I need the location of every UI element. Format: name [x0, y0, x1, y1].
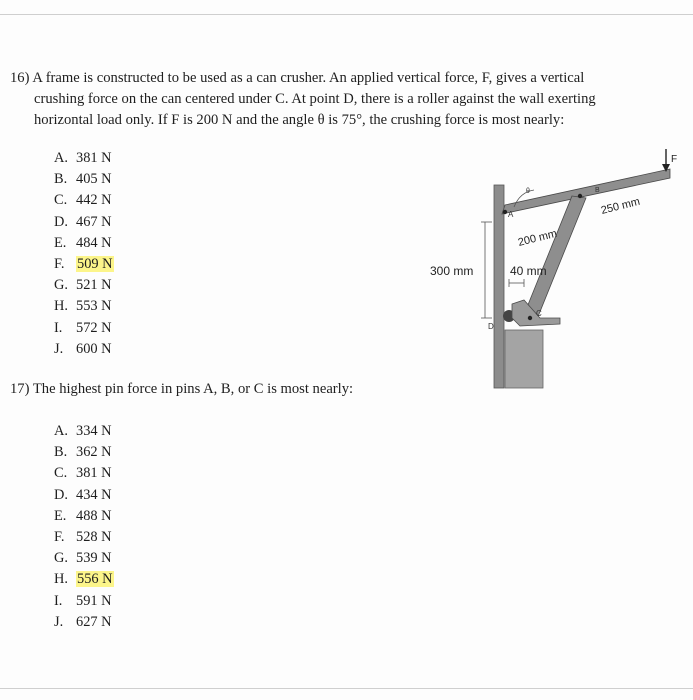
- q16-option-a[interactable]: A. 381 N: [54, 150, 112, 166]
- q16-line1: A frame is constructed to be used as a can crusher. An applied vertical force, F, gives a vertical: [32, 70, 585, 86]
- q17-option-h[interactable]: H. 556 N: [54, 571, 113, 588]
- dim-40-label: 40 mm: [510, 264, 547, 278]
- label-a: A: [508, 210, 514, 219]
- member-bc: [521, 196, 586, 324]
- q16-option-c[interactable]: C. 442 N: [54, 192, 112, 209]
- q17-option-g[interactable]: G. 539 N: [54, 550, 112, 567]
- q17-option-f[interactable]: F. 528 N: [54, 529, 112, 546]
- highlighted-answer: 509 N: [77, 256, 113, 273]
- highlighted-answer: 556 N: [77, 571, 113, 588]
- q16-option-j[interactable]: J. 600 N: [54, 340, 112, 357]
- label-d: D: [488, 322, 494, 331]
- dim-200-label: 200 mm: [516, 227, 559, 249]
- dim-300-label: 300 mm: [430, 264, 474, 278]
- label-f: F: [671, 154, 678, 165]
- pin-b: [578, 194, 582, 198]
- q16-option-i[interactable]: I. 572 N: [54, 319, 112, 336]
- pin-c: [528, 316, 532, 320]
- wall-plate: [494, 185, 504, 388]
- support-block: [505, 330, 543, 388]
- q17-option-d[interactable]: D. 434 N: [54, 486, 112, 503]
- q17-option-j[interactable]: J. 627 N: [54, 613, 112, 630]
- q17-option-c[interactable]: C. 381 N: [54, 465, 112, 482]
- q16-option-h[interactable]: H. 553 N: [54, 298, 112, 315]
- q16-option-d[interactable]: D. 467 N: [54, 213, 112, 230]
- dim-250-label: 250 mm: [599, 195, 642, 217]
- label-b: B: [595, 187, 600, 194]
- q17-option-b[interactable]: B. 362 N: [54, 444, 112, 461]
- pin-a: [503, 210, 507, 214]
- q17-text: The highest pin force in pins A, B, or C is most nearly:: [32, 381, 354, 397]
- q17-option-i[interactable]: I. 591 N: [54, 592, 112, 609]
- label-c: C: [536, 309, 542, 318]
- q16-option-g[interactable]: G. 521 N: [54, 277, 112, 294]
- q16-line2: crushing force on the can centered under C. At point D, there is a roller against the wall exerting: [34, 91, 596, 107]
- q17-number: 17): [10, 381, 30, 397]
- q16-option-b[interactable]: B. 405 N: [54, 171, 112, 188]
- q16-line3: horizontal load only. If F is 200 N and the angle θ is 75°, the crushing force is most nearly:: [34, 112, 565, 128]
- q16-option-e[interactable]: E. 484 N: [54, 234, 112, 251]
- q17-option-e[interactable]: E. 488 N: [54, 507, 112, 524]
- q17-option-a[interactable]: A. 334 N: [54, 423, 112, 439]
- label-theta: θ: [526, 188, 530, 195]
- q16-option-f[interactable]: F. 509 N: [54, 256, 113, 273]
- q16-number: 16): [10, 70, 30, 86]
